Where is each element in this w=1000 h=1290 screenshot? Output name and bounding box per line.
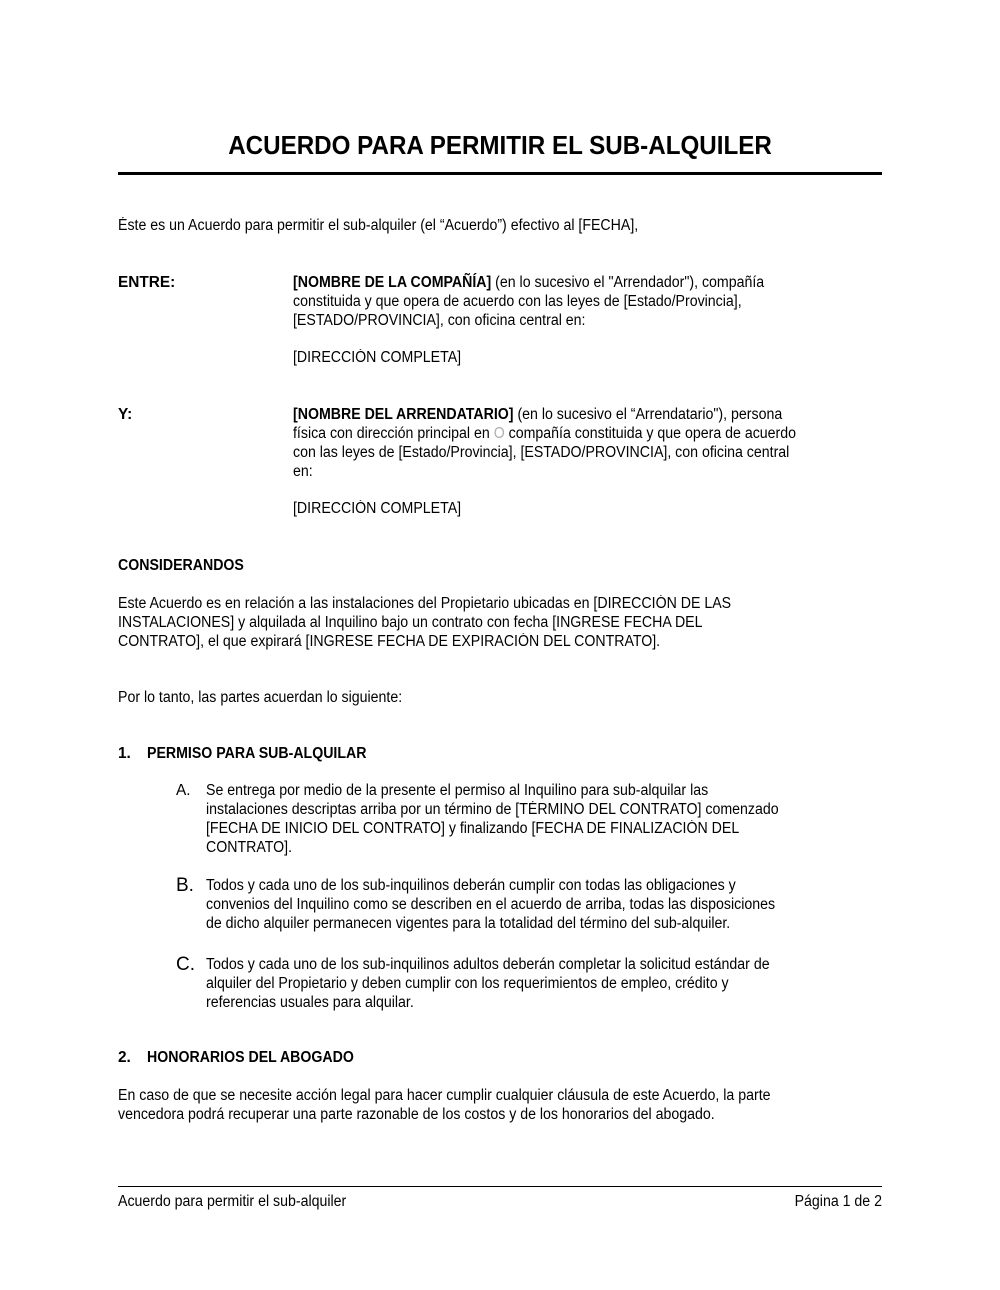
party-between-address: [DIRECCIÓN COMPLETA]: [293, 349, 462, 366]
list-item-c: C. Todos y cada uno de los sub-inquilinos adultos deberán completar la solicitud estándar de alquiler del Propietario y deben cumplir con los requerimientos de empleo, crédito y referencias usuales para alquilar.: [176, 954, 770, 1011]
list-marker: A.: [176, 782, 191, 799]
party-label-between: ENTRE:: [118, 274, 176, 291]
list-marker: B.: [176, 875, 194, 896]
party-and-details: [NOMBRE DEL ARRENDATARIO] (en lo sucesivo el “Arrendatario"), persona física con dirección principal en O compañía constituida y que opera de acuerdo con las leyes de [Estado/Provincia], [ESTADO/PROVINCIA], con oficina central en:: [293, 406, 796, 480]
list-item-b: B. Todos y cada uno de los sub-inquilinos deberán cumplir con todas las obligaciones y convenios del Inquilino como se describen en el acuerdo de arriba, todas las disposiciones de dicho alquiler permanecen vigentes para la totalidad del término del sub-alquiler.: [176, 875, 776, 932]
company-name-placeholder: [NOMBRE DE LA COMPAÑÍA]: [293, 274, 492, 291]
tenant-name-placeholder: [NOMBRE DEL ARRENDATARIO]: [293, 406, 514, 423]
document-title: ACUERDO PARA PERMITIR EL SUB-ALQUILER: [228, 130, 772, 160]
section-2-paragraph: En caso de que se necesite acción legal para hacer cumplir cualquier cláusula de este Acuerdo, la parte vencedora podrá recuperar una parte razonable de los costos y de los honorarios del abogado.: [118, 1087, 771, 1123]
therefore-paragraph: Por lo tanto, las partes acuerdan lo siguiente:: [118, 689, 403, 706]
title-divider: [118, 172, 882, 175]
list-marker: C.: [176, 954, 195, 975]
recitals-heading: CONSIDERANDOS: [118, 557, 244, 574]
option-circle-icon[interactable]: O: [493, 425, 505, 442]
party-and-address: [DIRECCIÓN COMPLETA]: [293, 500, 462, 517]
intro-paragraph: Éste es un Acuerdo para permitir el sub-alquiler (el “Acuerdo”) efectivo al [FECHA],: [118, 217, 639, 234]
footer-page-number: Página 1 de 2: [794, 1193, 882, 1210]
list-item-a: A. Se entrega por medio de la presente el permiso al Inquilino para sub-alquilar las instalaciones descriptas arriba por un término de [TÉRMINO DEL CONTRATO] comenzado [FECHA DE INICIO DEL CONTRATO] y finalizando [FECHA DE FINALIZACIÓN DEL CONTRATO].: [176, 782, 779, 856]
recitals-paragraph: Este Acuerdo es en relación a las instalaciones del Propietario ubicadas en [DIRECCIÓN DE LAS INSTALACIONES] y alquilada al Inquilino bajo un contrato con fecha [INGRESE FECHA DEL CONTRATO], el que expirará [INGRESE FECHA DE EXPIRACIÓN DEL CONTRATO].: [118, 595, 732, 650]
party-between-details: [NOMBRE DE LA COMPAÑÍA] (en lo sucesivo el "Arrendador"), compañía constituida y que opera de acuerdo con las leyes de [Estado/Provincia], [ESTADO/PROVINCIA], con oficina central en:: [293, 274, 765, 329]
footer-divider: [118, 1186, 882, 1187]
section-2-heading: 2. HONORARIOS DEL ABOGADO: [118, 1049, 354, 1066]
party-label-and: Y:: [118, 406, 133, 423]
footer-document-name: Acuerdo para permitir el sub-alquiler: [118, 1193, 347, 1210]
section-1-heading: 1. PERMISO PARA SUB-ALQUILAR: [118, 745, 367, 762]
